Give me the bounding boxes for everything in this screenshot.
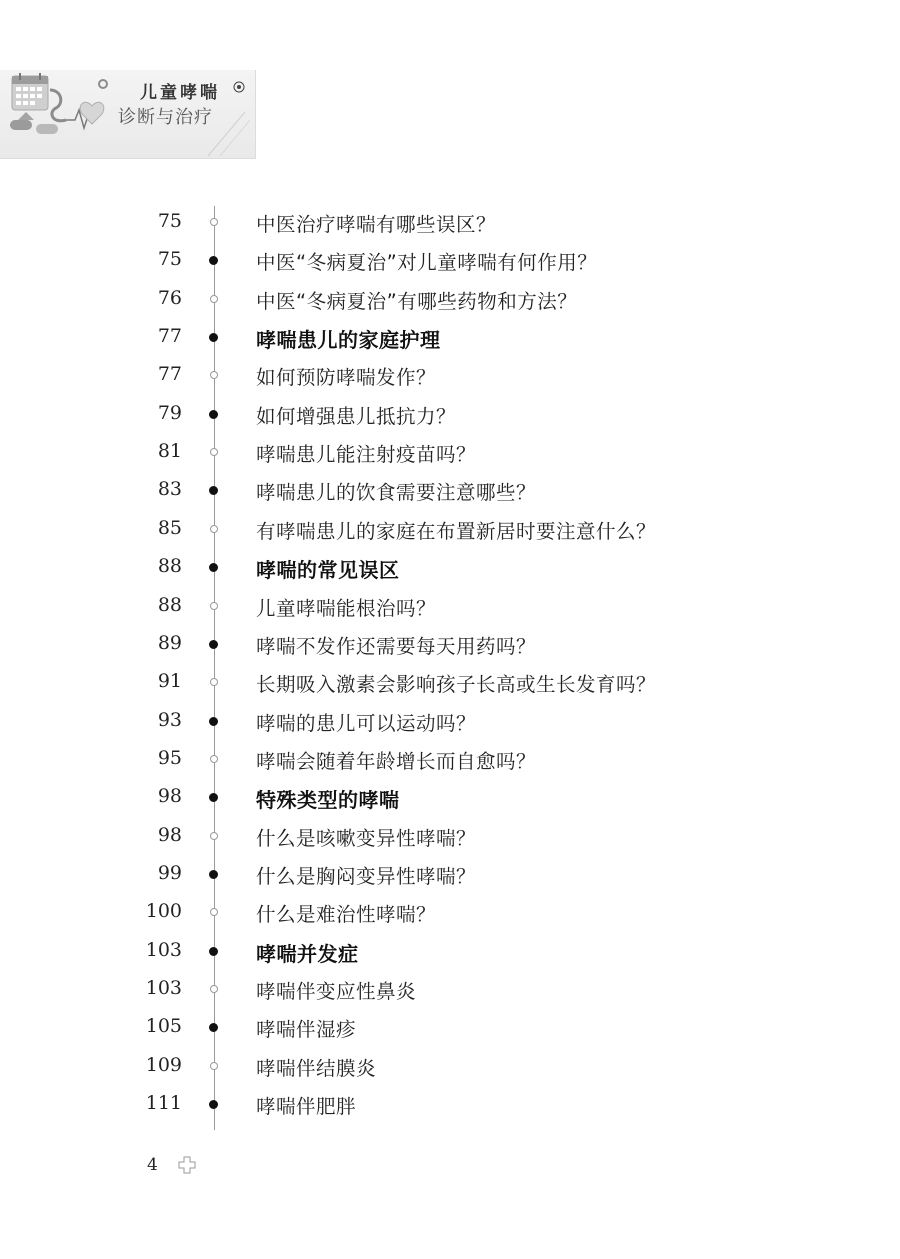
toc-entry-title: 中医治疗哮喘有哪些误区？ (256, 213, 497, 236)
open-dot-icon (210, 908, 218, 916)
toc-entry[interactable] (0, 740, 900, 778)
toc-page-number: 95 (157, 746, 182, 769)
open-dot-icon (210, 525, 218, 533)
toc-page-number: 88 (157, 593, 182, 616)
open-dot-icon (210, 985, 218, 993)
toc-page-number: 81 (157, 440, 182, 463)
toc-page-number: 105 (145, 1015, 182, 1038)
filled-dot-icon (209, 486, 218, 495)
toc-entry[interactable] (0, 280, 900, 318)
calendar-stethoscope-illustration (0, 70, 115, 158)
filled-dot-icon (209, 793, 218, 802)
toc-entry-title: 哮喘会随着年龄增长而自愈吗？ (256, 749, 537, 773)
toc-entry[interactable] (0, 356, 900, 394)
toc-section-heading[interactable] (0, 548, 900, 586)
toc-entry[interactable] (0, 970, 900, 1008)
filled-dot-icon (209, 717, 218, 726)
open-dot-icon (210, 448, 218, 456)
open-dot-icon (210, 602, 218, 610)
toc-page-number: 98 (157, 785, 182, 808)
toc-page-number: 111 (145, 1092, 182, 1115)
page-number: 4 (147, 1155, 158, 1175)
toc-entry-title: 如何增强患儿抵抗力？ (256, 404, 457, 428)
toc-page-number: 75 (157, 248, 182, 271)
filled-dot-icon (209, 333, 218, 342)
filled-dot-icon (209, 563, 218, 572)
toc-page-number: 98 (157, 823, 182, 846)
toc-entry-title: 什么是难治性哮喘？ (256, 903, 437, 927)
toc-entry[interactable] (0, 893, 900, 931)
toc-entry-title: 长期吸入激素会影响孩子长高或生长发育吗？ (256, 673, 657, 697)
toc-entry[interactable] (0, 1008, 900, 1046)
toc-section-title: 哮喘患儿的家庭护理 (256, 328, 441, 353)
toc-entry-title: 哮喘伴结膜炎 (256, 1056, 377, 1080)
toc-page-number: 77 (157, 325, 182, 348)
toc-entry-title: 什么是胸闷变异性哮喘？ (256, 864, 477, 888)
toc-entry[interactable] (0, 663, 900, 701)
toc-page-number: 75 (157, 210, 182, 232)
toc-page-number: 83 (157, 478, 182, 501)
book-title: 儿童哮喘 (140, 83, 220, 103)
toc-section-title: 特殊类型的哮喘 (256, 788, 400, 813)
toc-entry-title: 哮喘伴肥胖 (256, 1095, 357, 1119)
filled-dot-icon (209, 870, 218, 879)
open-dot-icon (210, 295, 218, 303)
toc-entry[interactable] (0, 203, 900, 241)
toc-page-number: 88 (157, 555, 182, 578)
toc-entry[interactable] (0, 855, 900, 893)
toc-entry-title: 中医“冬病夏治”有哪些药物和方法？ (256, 289, 578, 313)
toc-entry-title: 儿童哮喘能根治吗？ (256, 596, 437, 620)
toc-entry[interactable] (0, 1047, 900, 1085)
toc-page-number: 85 (157, 516, 182, 539)
toc-page-number: 100 (145, 900, 182, 923)
filled-dot-icon (209, 1023, 218, 1032)
toc-entry-title: 哮喘的患儿可以运动吗？ (256, 711, 477, 735)
toc-entry-title: 哮喘伴变应性鼻炎 (256, 980, 417, 1003)
toc-page-number: 109 (145, 1053, 182, 1076)
toc-entry-title: 哮喘不发作还需要每天用药吗？ (256, 634, 537, 658)
toc-entry[interactable] (0, 433, 900, 471)
toc-entry-title: 哮喘患儿的饮食需要注意哪些？ (256, 481, 537, 505)
toc-page-number: 79 (157, 401, 182, 424)
toc-entry[interactable] (0, 625, 900, 663)
toc-entry[interactable] (0, 395, 900, 433)
open-dot-icon (210, 832, 218, 840)
toc-entry-title: 中医“冬病夏治”对儿童哮喘有何作用？ (256, 251, 598, 275)
toc-entry[interactable] (0, 241, 900, 279)
toc-section-heading[interactable] (0, 778, 900, 816)
toc-section-heading[interactable] (0, 932, 900, 970)
filled-dot-icon (209, 410, 218, 419)
toc-section-title: 哮喘的常见误区 (256, 558, 400, 583)
toc-entry-title: 什么是咳嗽变异性哮喘？ (256, 826, 477, 850)
filled-dot-icon (209, 947, 218, 956)
filled-dot-icon (209, 256, 218, 265)
toc-section-title: 哮喘并发症 (256, 941, 359, 966)
open-dot-icon (210, 755, 218, 763)
open-dot-icon (210, 1062, 218, 1070)
toc-entry-title: 有哮喘患儿的家庭在布置新居时要注意什么？ (256, 519, 657, 543)
toc-section-heading[interactable] (0, 318, 900, 356)
toc-entry[interactable] (0, 702, 900, 740)
toc-page-number: 99 (157, 861, 182, 884)
running-header (0, 70, 256, 159)
open-dot-icon (210, 371, 218, 379)
toc-entry[interactable] (0, 1085, 900, 1123)
toc-entry[interactable] (0, 817, 900, 855)
open-dot-icon (210, 678, 218, 686)
toc-page-number: 91 (157, 670, 182, 693)
toc-entry[interactable] (0, 587, 900, 625)
filled-dot-icon (209, 640, 218, 649)
toc-page-number: 76 (157, 286, 182, 309)
open-dot-icon (210, 218, 218, 226)
toc-page-number: 89 (157, 631, 182, 654)
toc-entry-title: 哮喘患儿能注射疫苗吗？ (256, 443, 477, 467)
toc-entry-title: 如何预防哮喘发作？ (256, 366, 437, 390)
toc-entry-title: 哮喘伴湿疹 (256, 1018, 357, 1042)
toc-page-number: 103 (145, 977, 182, 999)
target-icon (233, 81, 245, 93)
book-subtitle: 诊断与治疗 (118, 107, 213, 128)
toc-page-number: 77 (157, 363, 182, 386)
medical-cross-icon (178, 1156, 196, 1174)
toc-entry[interactable] (0, 510, 900, 548)
filled-dot-icon (209, 1100, 218, 1109)
diagonal-stripes-decoration (190, 110, 250, 158)
toc-entry[interactable] (0, 471, 900, 509)
toc-page-number: 93 (157, 708, 182, 731)
toc-page-number: 103 (145, 938, 182, 961)
